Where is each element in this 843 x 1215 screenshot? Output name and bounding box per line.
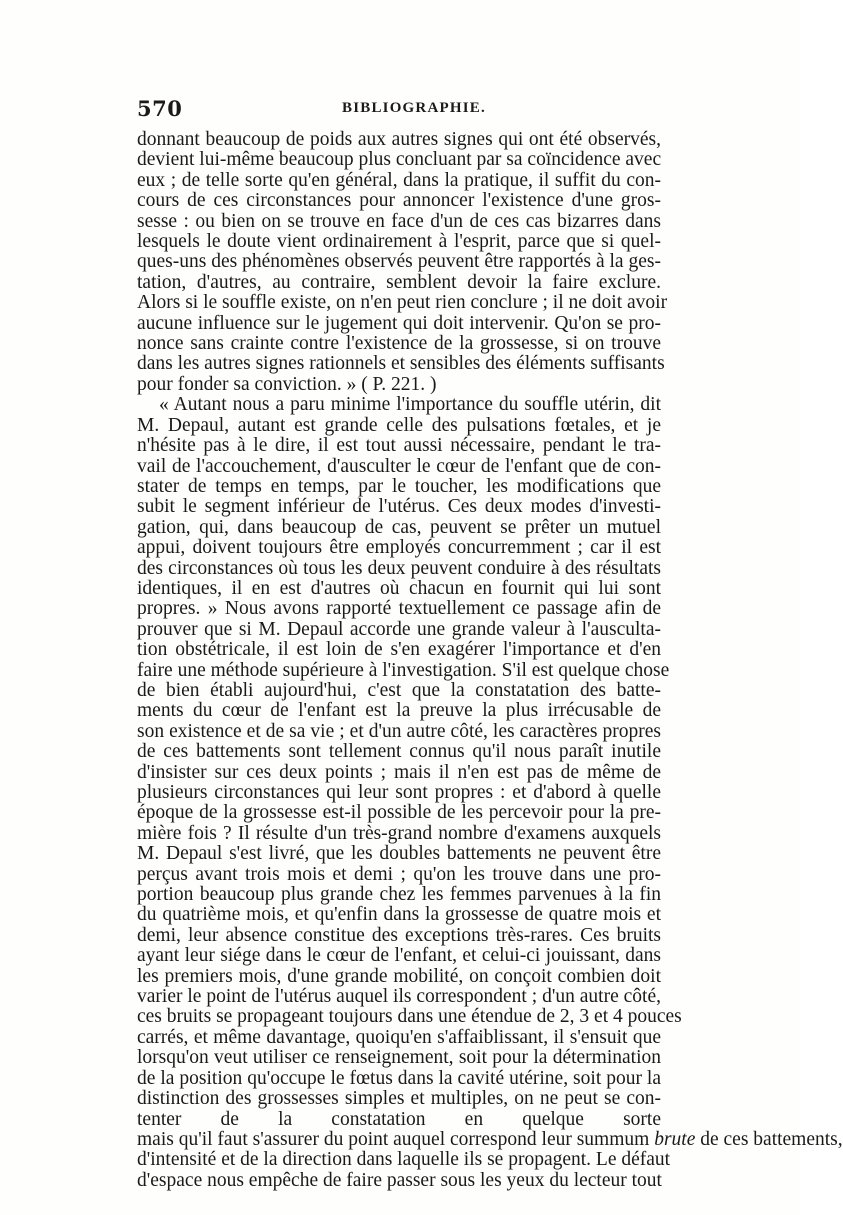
text-line: stater de temps en temps, par le toucher, les modifications que [137,475,661,497]
text-line: eux ; de telle sorte qu'en général, dans la pratique, il suffit du con- [137,169,661,191]
text-line: du quatrième mois, et qu'enfin dans la grossesse de quatre mois et [137,904,661,926]
text-line: ques-uns des phénomènes observés peuvent être rapportés à la ges- [137,251,661,273]
text-line: Alors si le souffle existe, on n'en peut rien conclure ; il ne doit avoir [137,292,668,314]
text-line: n'hésite pas à le dire, il est tout aussi nécessaire, pendant le tra- [137,435,661,457]
text-line: gation, qui, dans beaucoup de cas, peuvent se prêter un mutuel [137,516,661,538]
text-line: perçus avant trois mois et demi ; qu'on les trouve dans une pro- [137,863,661,885]
text-line: dans les autres signes rationnels et sensibles des éléments suffisants [137,353,665,375]
text-line: aucune influence sur le jugement qui doit intervenir. Qu'on se pro- [137,312,661,334]
italic-word: brute [654,1128,696,1150]
text-line [137,1128,843,1150]
text-line: faire une méthode supérieure à l'investigation. S'il est quelque chose [137,659,670,681]
text-line: prouver que si M. Depaul accorde une grande valeur à l'ausculta- [137,618,661,640]
text-line: plusieurs circonstances qui leur sont propres : et d'abord à quelle [137,782,661,803]
text-line: ments du cœur de l'enfant est la preuve la plus irrécusable de [137,700,661,722]
text-line: portion beaucoup plus grande chez les femmes parvenues à la fin [137,884,661,906]
text-line: d'insister sur ces deux points ; mais il n'en est pas de même de [137,761,661,783]
text-line: les premiers mois, d'une grande mobilité, on conçoit combien doit [137,965,661,987]
text-line: propres. » Nous avons rapporté textuellement ce passage afin de [137,598,661,620]
text-line: varier le point de l'utérus auquel ils correspondent ; d'un autre côté, [137,986,661,1008]
text-line-part: de ces battements, [695,1128,843,1150]
text-line: tation, d'autres, au contraire, semblent devoir la faire exclure. [137,271,661,293]
text-line: d'espace nous empêche de faire passer sous les yeux du lecteur tout [137,1169,662,1191]
text-line: lesquels le doute vient ordinairement à l'esprit, parce que si quel- [137,231,661,253]
text-line: demi, leur absence constitue des exceptions très-rares. Ces bruits [137,924,661,946]
text-line: M. Depaul s'est livré, que les doubles battements ne peuvent être [137,843,661,865]
page-header [137,96,661,124]
text-line: tion obstétricale, il est loin de s'en exagérer l'importance et d'en [137,639,661,661]
text-line: subit le segment inférieur de l'utérus. Ces deux modes d'investi- [137,496,661,518]
text-line: de ces battements sont tellement connus qu'il nous paraît inutile [137,741,661,763]
text-line: ces bruits se propageant toujours dans une étendue de 2, 3 et 4 pouces [137,1006,682,1028]
text-line: mière fois ? Il résulte d'un très-grand nombre d'examens auxquels [137,822,661,844]
text-line: des circonstances où tous les deux peuvent conduire à des résultats [137,557,661,579]
text-line: époque de la grossesse est-il possible de les percevoir pour la pre- [137,802,661,824]
text-line: d'intensité et de la direction dans laquelle ils se propagent. Le défaut [137,1149,671,1171]
body-text [137,129,843,1191]
text-line: donnant beaucoup de poids aux autres signes qui ont été observés, [137,129,661,150]
text-line: identiques, il en est d'autres où chacun en fournit qui lui sont [137,577,661,599]
text-line: son existence et de sa vie ; et d'un autre côté, les caractères propres [137,720,661,742]
text-line: lorsqu'on veut utiliser ce renseignement, soit pour la détermination [137,1047,661,1069]
page-number: 570 [137,96,183,121]
text-line: M. Depaul, autant est grande celle des pulsations fœtales, et je [137,414,661,436]
running-head: BIBLIOGRAPHIE. [342,100,486,116]
text-line: appui, doivent toujours être employés concurremment ; car il est [137,537,661,559]
text-line: cours de ces circonstances pour annoncer l'existence d'une gros- [137,190,661,212]
text-line: vail de l'accouchement, d'ausculter le cœur de l'enfant que de con- [137,455,661,477]
text-line: ayant leur siége dans le cœur de l'enfant, et celui-ci jouissant, dans [137,945,661,967]
text-line: distinction des grossesses simples et multiples, on ne peut se con- [137,1088,661,1110]
text-line: de la position qu'occupe le fœtus dans la cavité utérine, soit pour la [137,1067,661,1089]
text-line-part: mais qu'il faut s'assurer du point auquel correspond leur summum [137,1128,655,1150]
text-line: pour fonder sa conviction. » ( P. 221. ) [137,373,437,395]
text-line: de bien établi aujourd'hui, c'est que la constatation des batte- [137,679,661,701]
text-line: tenter de la constatation en quelque sorte [137,1108,661,1130]
text-line: nonce sans crainte contre l'existence de la grossesse, si on trouve [137,333,661,355]
text-line: devient lui-même beaucoup plus concluant par sa coïncidence avec [137,149,662,171]
text-line: carrés, et même davantage, quoiqu'en s'affaiblissant, il s'ensuit que [137,1026,661,1048]
text-line: sesse : ou bien on se trouve en face d'un de ces cas bizarres dans [137,210,661,232]
text-line: « Autant nous a paru minime l'importance du souffle utérin, dit [159,394,661,416]
